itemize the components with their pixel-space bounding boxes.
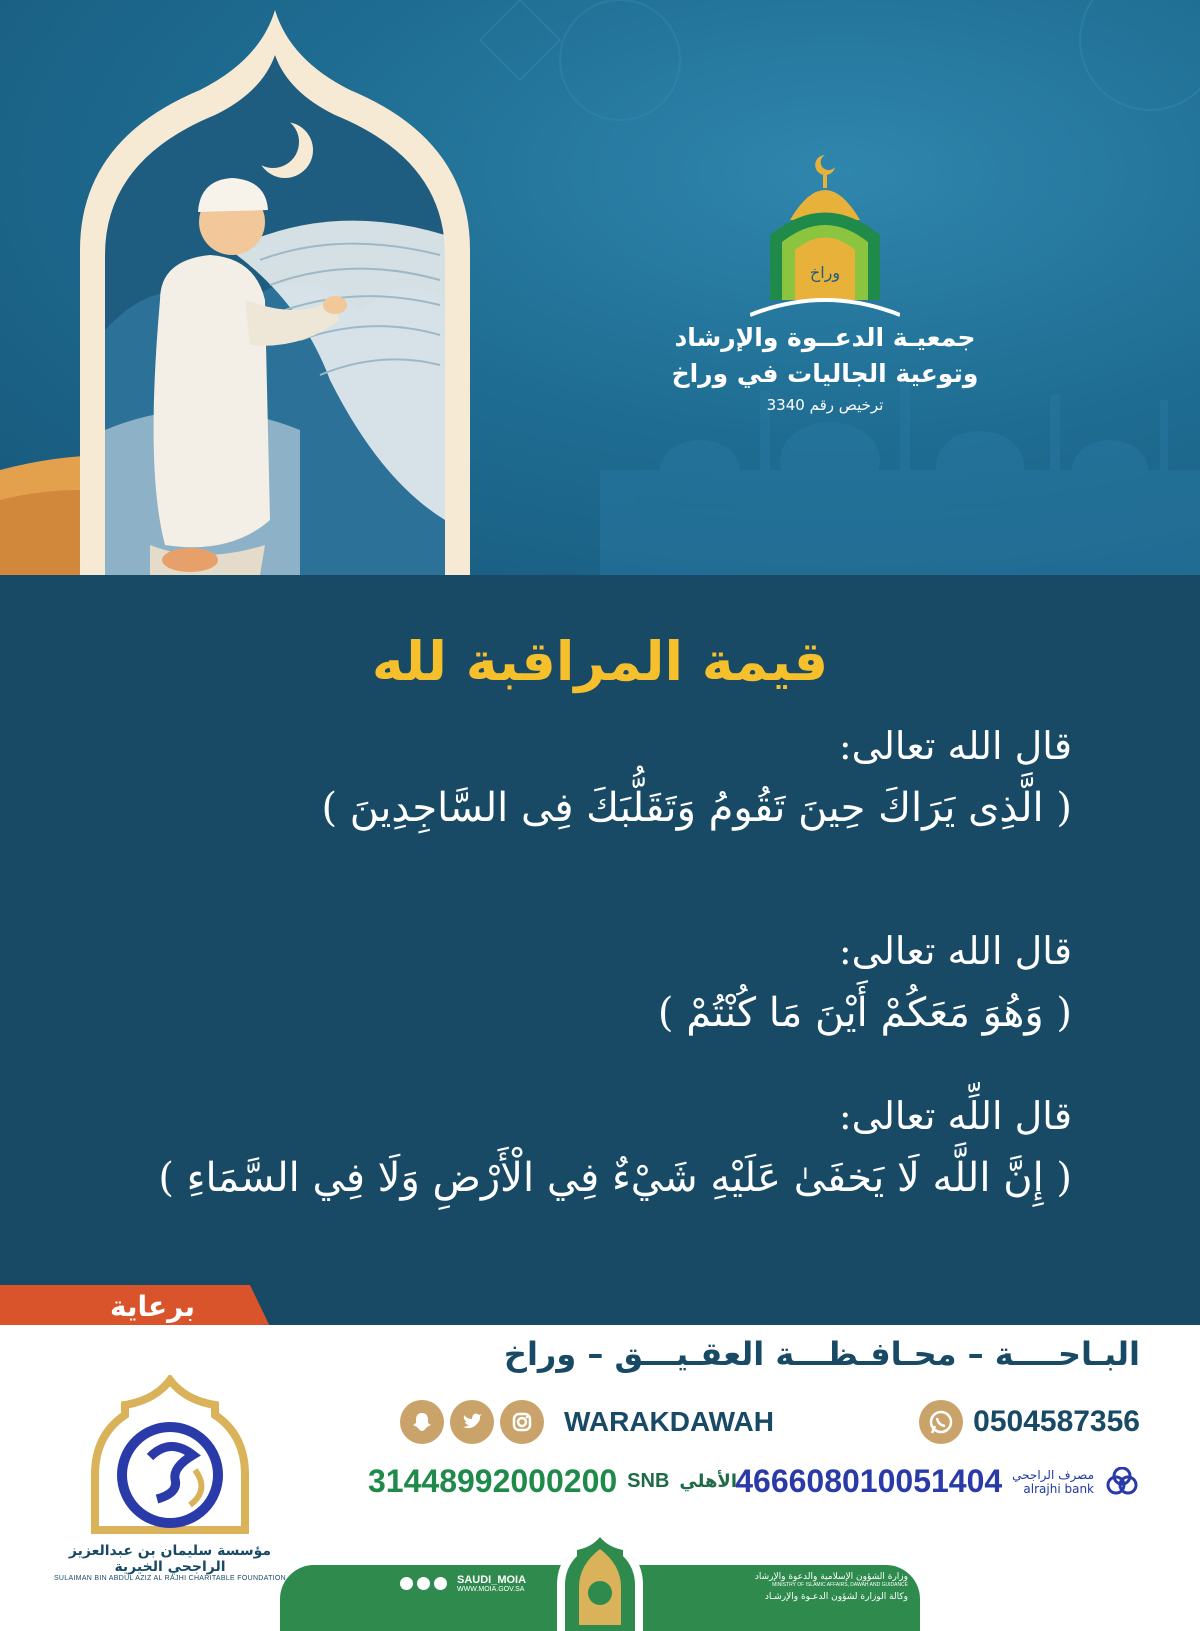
facebook-icon[interactable] [417,1577,430,1590]
rajhi-name-ar: مصرف الراجحي [1012,1467,1094,1482]
snb-logo: SNB [627,1470,670,1492]
rajhi-bank-name [1012,1468,1094,1496]
rajhi-name-en: alrajhi bank [1023,1481,1094,1496]
snb-bank-row [368,1463,737,1500]
social-handle[interactable]: WARAKDAWAH [564,1406,774,1437]
rajhi-logo-icon [1104,1467,1140,1497]
license-number: ترخيص رقم 3340 [766,396,884,414]
ministry-emblem [555,1525,645,1631]
verse-text: ( وَهُوَ مَعَكُمْ أَيْنَ مَا كُنْتُمْ ) [657,990,1072,1036]
phone-number[interactable]: 0504587356 [973,1405,1140,1438]
location-text: البـاحــــة – محـافـظـــة العقـيـــق – وراخ [503,1335,1140,1373]
org-name-line2: وتوعية الجاليات في وراخ [671,359,979,388]
twitter-icon[interactable] [434,1577,447,1590]
verse-block-1 [112,720,1072,838]
ministry-website[interactable]: WWW.MOIA.GOV.SA [457,1586,525,1593]
ministry-name-en: MINISTRY OF ISLAMIC AFFAIRS, DAWAH AND GUIDANCE [772,1582,908,1588]
main-panel [0,575,1200,1295]
verse-text: ( إِنَّ اللَّه لَا يَخفَىٰ عَلَيْهِ شَيْءٌ فِي الْأَرْضِ وَلَا فِي السَّمَاءِ ) [158,1155,1072,1201]
foundation-name-en: SULAIMAN BIN ABDUL AZIZ AL RAJHI CHARITABLE FOUNDATION [53,1575,287,1582]
org-name-line1: جمعيـة الدعــوة والإرشاد [674,323,976,352]
org-logo [750,150,900,320]
foundation-name-ar: مؤسسة سليمان بن عبدالعزيز الراجحي الخيرية [68,1543,272,1575]
ministry-social [400,1574,526,1593]
snb-name-ar: الأهلي [679,1471,738,1492]
phone-row [919,1400,1140,1444]
social-row [400,1400,774,1444]
verse-intro: قال الله تعالى: [838,724,1072,768]
rajhi-account-number[interactable]: 466608010051404 [735,1463,1003,1499]
snapchat-icon[interactable] [400,1400,444,1444]
praying-man-illustration [0,0,560,575]
verse-intro: قال الله تعالى: [838,929,1072,973]
ministry-agency-ar: وكالة الوزارة لشؤون الدعـوة والإرشـاد [764,1592,908,1602]
ministry-name-block [668,1572,908,1602]
verse-block-2 [112,925,1072,1043]
snb-account-number[interactable]: 31448992000200 [368,1463,618,1499]
verse-block-3 [112,1090,1072,1208]
instagram-icon[interactable] [500,1400,544,1444]
whatsapp-icon[interactable] [919,1400,963,1444]
org-logo-text: وراخ [809,263,841,282]
twitter-icon[interactable] [450,1400,494,1444]
page-title: قيمة المراقبة لله [371,630,829,693]
instagram-icon[interactable] [400,1577,413,1590]
hero-banner [0,0,1200,575]
foundation-logo [75,1375,265,1535]
organization-block [640,150,1010,414]
verse-intro: قال اللِّه تعالى: [838,1094,1072,1138]
sponsor-label: برعاية [110,1290,196,1323]
rajhi-foundation [40,1375,300,1582]
ministry-handle[interactable]: SAUDI_MOIA [457,1574,527,1586]
verse-text: ( الَّذِى يَرَاكَ حِينَ تَقُومُ وَتَقَلُّبَكَ فِى السَّاجِدِينَ ) [321,785,1072,831]
rajhi-bank-row [735,1463,1140,1500]
ministry-name-ar: وزارة الشؤون الإسلامية والدعوة والإرشاد [754,1572,908,1582]
